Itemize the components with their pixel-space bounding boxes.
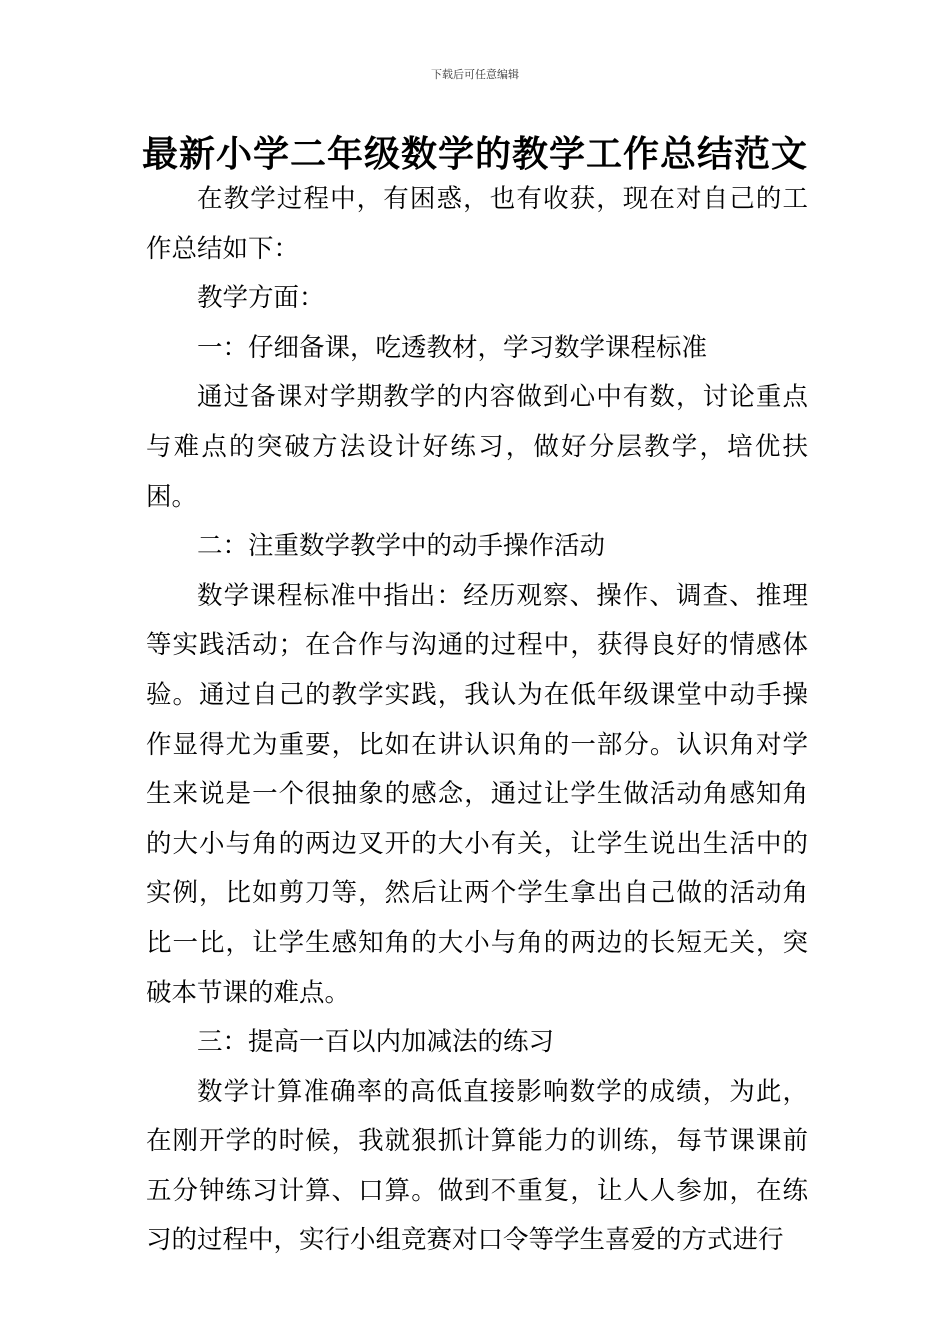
paragraph-section-1: 通过备课对学期教学的内容做到心中有数，讨论重点与难点的突破方法设计好练习，做好分层教学，培优扶困。 <box>146 382 808 512</box>
paragraph-intro: 在教学过程中，有困惑，也有收获，现在对自己的工作总结如下： <box>146 184 808 264</box>
heading-section-2: 二：注重数学教学中的动手操作活动 <box>197 531 606 562</box>
header-note: 下载后可任意编辑 <box>431 68 519 81</box>
document-body <box>146 175 808 1266</box>
paragraph-teaching-aspect: 教学方面： <box>197 283 325 314</box>
heading-section-1: 一：仔细备课，吃透教材，学习数学课程标准 <box>197 332 708 363</box>
heading-section-3: 三：提高一百以内加减法的练习 <box>197 1027 555 1058</box>
document-title: 最新小学二年级数学的教学工作总结范文 <box>141 134 808 175</box>
paragraph-section-2: 数学课程标准中指出：经历观察、操作、调查、推理等实践活动；在合作与沟通的过程中，获得良好的情感体验。通过自己的教学实践，我认为在低年级课堂中动手操作显得尤为重要，比如在讲认识角的一部分。认识角对学生来说是一个很抽象的感念，通过让学生做活动角感知角的大小与角的两边叉开的大小有关，让学生说出生活中的实例，比如剪刀等，然后让两个学生拿出自己做的活动角比一比，让学生感知角的大小与角的两边的长短无关，突破本节课的难点。 <box>146 580 808 1008</box>
paragraph-section-3: 数学计算准确率的高低直接影响数学的成绩，为此，在刚开学的时候，我就狠抓计算能力的训练，每节课课前五分钟练习计算、口算。做到不重复，让人人参加，在练习的过程中，实行小组竞赛对口令等学生喜爱的方式进行 <box>146 1076 808 1256</box>
